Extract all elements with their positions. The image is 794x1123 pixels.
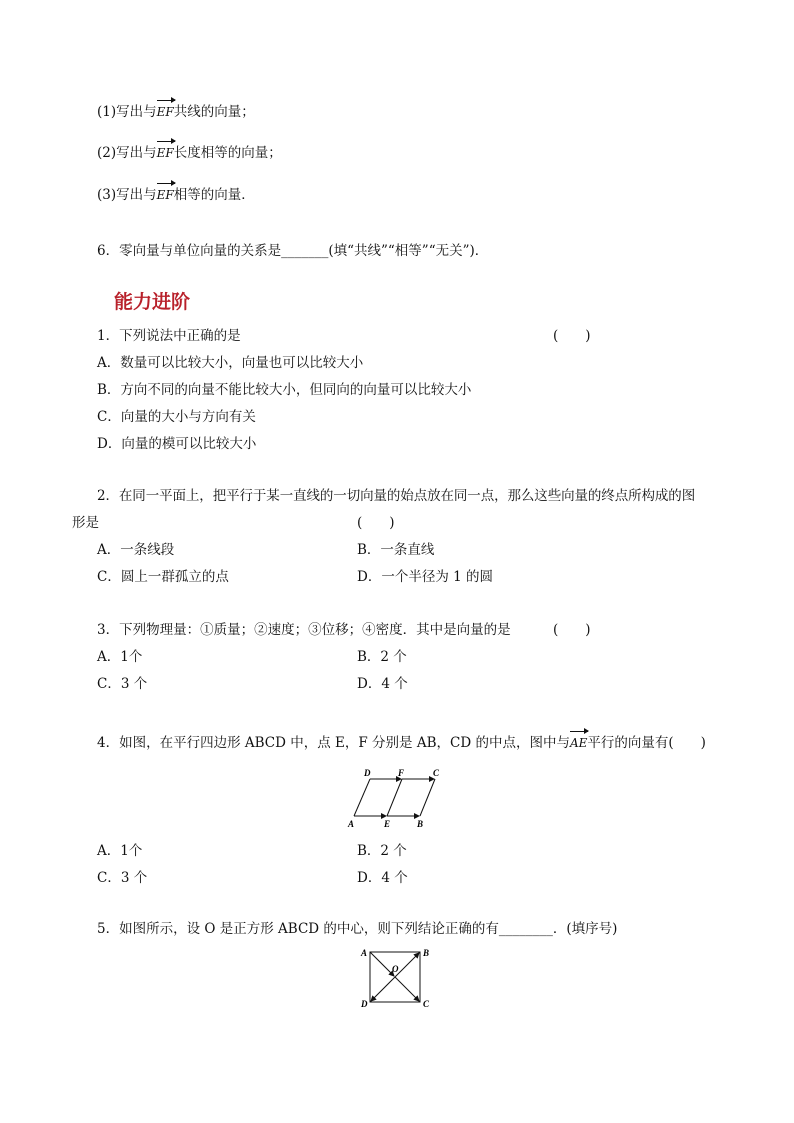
label-a: A xyxy=(348,819,355,829)
q2-option-d: D．一个半径为 1 的圆 xyxy=(357,569,493,585)
question-5-stem: 5．如图所示，设 O 是正方形 ABCD 的中心，则下列结论正确的有________．(填序号) xyxy=(97,921,618,937)
label-c: C xyxy=(433,768,440,778)
q1-option-d: D．向量的模可以比较大小 xyxy=(97,436,257,452)
diagonal-oc xyxy=(395,977,419,1001)
sub-item-3-pre: (3)写出与 xyxy=(97,187,157,203)
section-title: 能力进阶 xyxy=(114,291,191,313)
q2-option-a: A．一条线段 xyxy=(97,542,175,558)
sub-item-2-pre: (2)写出与 xyxy=(97,145,157,161)
label-b: B xyxy=(423,948,430,958)
question-2-bracket: ( ) xyxy=(357,515,395,531)
q1-option-c: C．向量的大小与方向有关 xyxy=(97,409,256,425)
q4-option-a: A．1个 xyxy=(97,843,143,859)
q2-option-b: B．一条直线 xyxy=(357,542,435,558)
segment-bc xyxy=(420,779,435,816)
q1-option-a: A．数量可以比较大小，向量也可以比较大小 xyxy=(97,355,364,371)
q3-option-d: D．4 个 xyxy=(357,676,408,692)
q4-option-d: D．4 个 xyxy=(357,870,408,886)
sub-item-1-pre: (1)写出与 xyxy=(97,104,157,120)
question-3-stem: 3．下列物理量：①质量；②速度；③位移；④密度．其中是向量的是 xyxy=(97,622,511,638)
sub-item-1 xyxy=(97,103,255,121)
segment-ef xyxy=(387,779,402,816)
diagonal-ob xyxy=(395,953,419,977)
question-1-bracket: ( ) xyxy=(553,328,591,344)
q3-option-a: A．1个 xyxy=(97,649,143,665)
vector-ef: EF xyxy=(156,188,174,202)
sub-item-3 xyxy=(97,186,255,204)
label-e: E xyxy=(384,819,391,829)
diagonal-od xyxy=(371,977,395,1001)
q2-option-c: C．圆上一群孤立的点 xyxy=(97,569,229,585)
vector-ef: EF xyxy=(156,146,174,160)
sub-item-1-post: 共线的向量； xyxy=(173,104,255,120)
vector-ef: EF xyxy=(156,105,174,119)
label-c: C xyxy=(423,999,430,1009)
diagonal-ao xyxy=(370,952,394,976)
question-1-stem: 1．下列说法中正确的是 xyxy=(97,328,241,344)
sub-item-2 xyxy=(97,144,282,162)
label-o: O xyxy=(392,964,399,974)
label-d: D xyxy=(361,999,368,1009)
question-4-stem-post: 平行的向量有( ) xyxy=(587,735,706,751)
q3-option-c: C．3 个 xyxy=(97,676,148,692)
square-figure xyxy=(356,944,436,1014)
question-2-stem-line2: 形是 xyxy=(72,515,99,531)
label-b: B xyxy=(417,819,424,829)
vector-ae: AE xyxy=(569,736,588,750)
q4-option-c: C．3 个 xyxy=(97,870,148,886)
segment-ad xyxy=(354,779,370,816)
parallelogram-figure xyxy=(340,766,450,836)
question-6: 6．零向量与单位向量的关系是_______(填“共线”“相等”“无关”)． xyxy=(97,243,489,259)
q3-option-b: B．2 个 xyxy=(357,649,407,665)
label-f: F xyxy=(398,768,405,778)
question-3-bracket: ( ) xyxy=(553,622,591,638)
label-a: A xyxy=(361,948,368,958)
question-4-stem-pre: 4．如图，在平行四边形 ABCD 中，点 E，F 分别是 AB，CD 的中点，图中与 xyxy=(97,735,570,751)
question-2-stem-line1: 2．在同一平面上，把平行于某一直线的一切向量的始点放在同一点，那么这些向量的终点所构成的图 xyxy=(97,488,696,504)
q4-option-b: B．2 个 xyxy=(357,843,407,859)
q1-option-b: B．方向不同的向量不能比较大小，但同向的向量可以比较大小 xyxy=(97,382,472,398)
sub-item-3-post: 相等的向量． xyxy=(173,187,255,203)
sub-item-2-post: 长度相等的向量； xyxy=(173,145,282,161)
label-d: D xyxy=(364,768,371,778)
question-4-stem xyxy=(97,734,706,752)
